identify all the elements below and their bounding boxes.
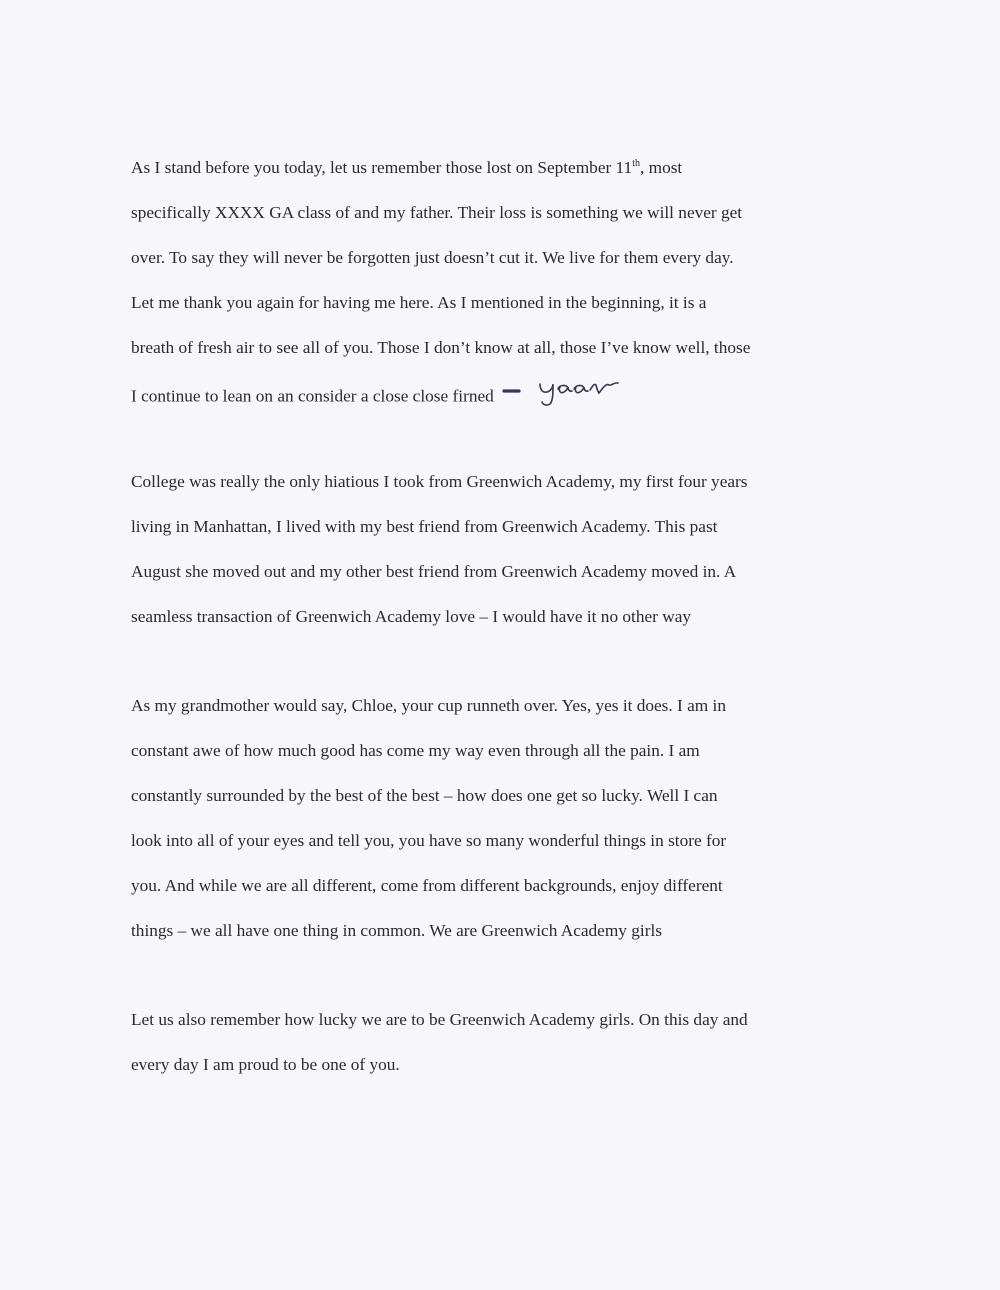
text-line: Let me thank you again for having me here. As I mentioned in the beginning, it is a: [131, 293, 707, 312]
paragraph-3: [131, 688, 861, 958]
paragraph-1: [131, 150, 861, 420]
text-line: College was really the only hiatious I took from Greenwich Academy, my first four years: [131, 472, 748, 491]
text-line: August she moved out and my other best friend from Greenwich Academy moved in. A: [131, 562, 737, 581]
paragraph-4: [131, 1002, 861, 1092]
speech-text: [131, 150, 861, 1092]
paragraph-2: [131, 464, 861, 644]
paragraph-gap: [131, 420, 861, 464]
text-line: over. To say they will never be forgotten just doesn’t cut it. We live for them every day.: [131, 248, 734, 267]
text-line: look into all of your eyes and tell you, you have so many wonderful things in store for: [131, 831, 727, 850]
text-line: constantly surrounded by the best of the best – how does one get so lucky. Well I can: [131, 786, 718, 805]
text-line: As I stand before you today, let us remember those lost on September 11th, most: [131, 158, 683, 177]
text-line: As my grandmother would say, Chloe, your cup runneth over. Yes, yes it does. I am in: [131, 696, 727, 715]
text-line: living in Manhattan, I lived with my best friend from Greenwich Academy. This past: [131, 517, 718, 536]
ordinal-superscript: th: [632, 158, 640, 169]
paragraph-gap: [131, 958, 861, 1002]
handwritten-note: [502, 375, 630, 420]
text-line: Let us also remember how lucky we are to be Greenwich Academy girls. On this day and: [131, 1010, 748, 1029]
text-line: things – we all have one thing in common. We are Greenwich Academy girls: [131, 921, 662, 940]
text-line: seamless transaction of Greenwich Academy love – I would have it no other way: [131, 607, 692, 626]
text-line: every day I am proud to be one of you.: [131, 1055, 400, 1074]
text-line: specifically XXXX GA class of and my father. Their loss is something we will never get: [131, 203, 743, 222]
text-line: you. And while we are all different, come from different backgrounds, enjoy different: [131, 876, 723, 895]
text-line: I continue to lean on an consider a close close firned: [131, 375, 861, 420]
text-line: breath of fresh air to see all of you. Those I don’t know at all, those I’ve know well, those: [131, 338, 751, 357]
text-line: constant awe of how much good has come my way even through all the pain. I am: [131, 741, 700, 760]
paragraph-gap: [131, 644, 861, 688]
